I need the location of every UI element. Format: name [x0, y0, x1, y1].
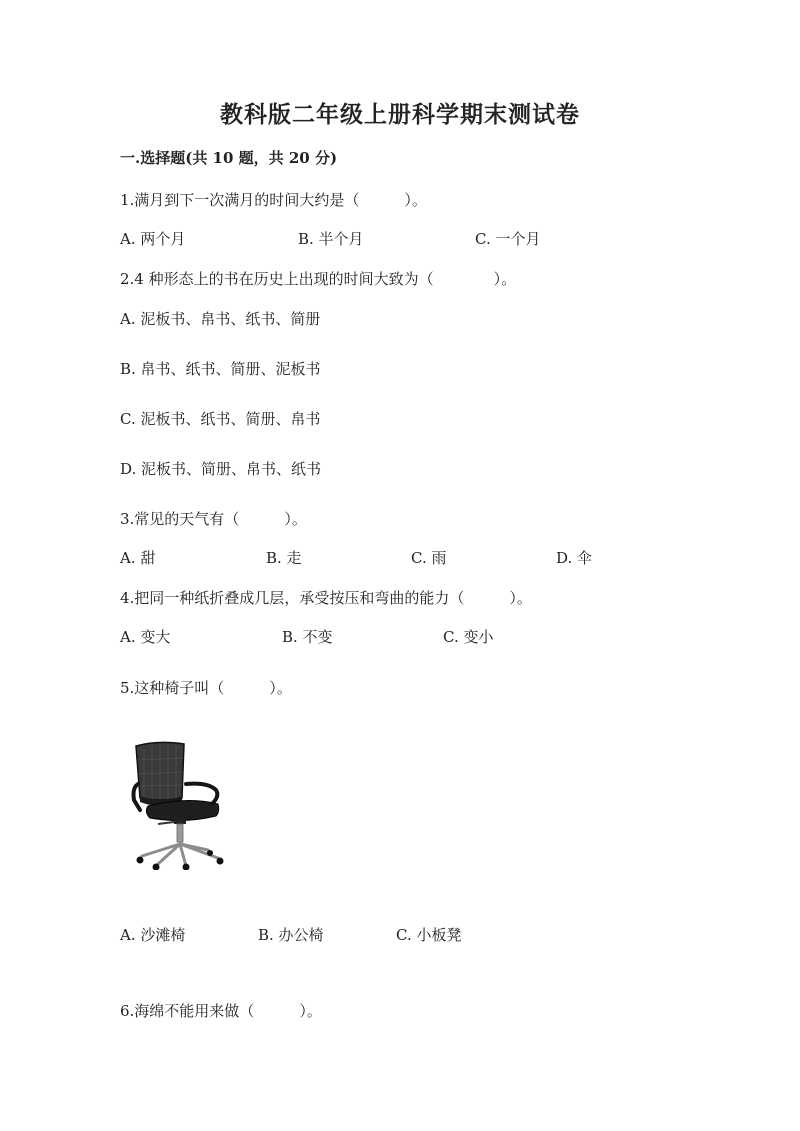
question-4-option-a: A. 变大: [120, 628, 171, 646]
question-1-stem: 1.满月到下一次满月的时间大约是（ ）。: [120, 191, 427, 209]
question-3-option-a: A. 甜: [120, 549, 156, 567]
question-4-option-b: B. 不变: [282, 628, 333, 646]
question-2-stem: 2.4 种形态上的书在历史上出现的时间大致为（ ）。: [120, 270, 517, 288]
question-3-option-d: D. 伞: [556, 549, 593, 567]
question-6-stem: 6.海绵不能用来做（ ）。: [120, 1002, 322, 1020]
question-4-stem: 4.把同一种纸折叠成几层，承受按压和弯曲的能力（ ）。: [120, 589, 532, 607]
question-5-option-a: A. 沙滩椅: [120, 926, 186, 944]
question-4-option-c: C. 变小: [443, 628, 494, 646]
question-1-option-a: A. 两个月: [120, 230, 186, 248]
question-3-stem: 3.常见的天气有（ ）。: [120, 510, 307, 528]
office-chair-image: [128, 740, 228, 870]
question-5-option-c: C. 小板凳: [396, 926, 462, 944]
question-5-stem: 5.这种椅子叫（ ）。: [120, 679, 292, 697]
question-2-option-a: A. 泥板书、帛书、纸书、简册: [120, 310, 321, 328]
question-2-option-c: C. 泥板书、纸书、简册、帛书: [120, 410, 321, 428]
question-3-option-b: B. 走: [266, 549, 302, 567]
section-heading: 一.选择题(共 10 题，共 20 分): [120, 149, 338, 167]
page-title: 教科版二年级上册科学期末测试卷: [220, 101, 580, 128]
question-3-option-c: C. 雨: [411, 549, 447, 567]
question-1-option-c: C. 一个月: [475, 230, 541, 248]
question-2-option-b: B. 帛书、纸书、简册、泥板书: [120, 360, 321, 378]
question-2-option-d: D. 泥板书、简册、帛书、纸书: [120, 460, 322, 478]
question-1-option-b: B. 半个月: [298, 230, 364, 248]
question-5-option-b: B. 办公椅: [258, 926, 324, 944]
